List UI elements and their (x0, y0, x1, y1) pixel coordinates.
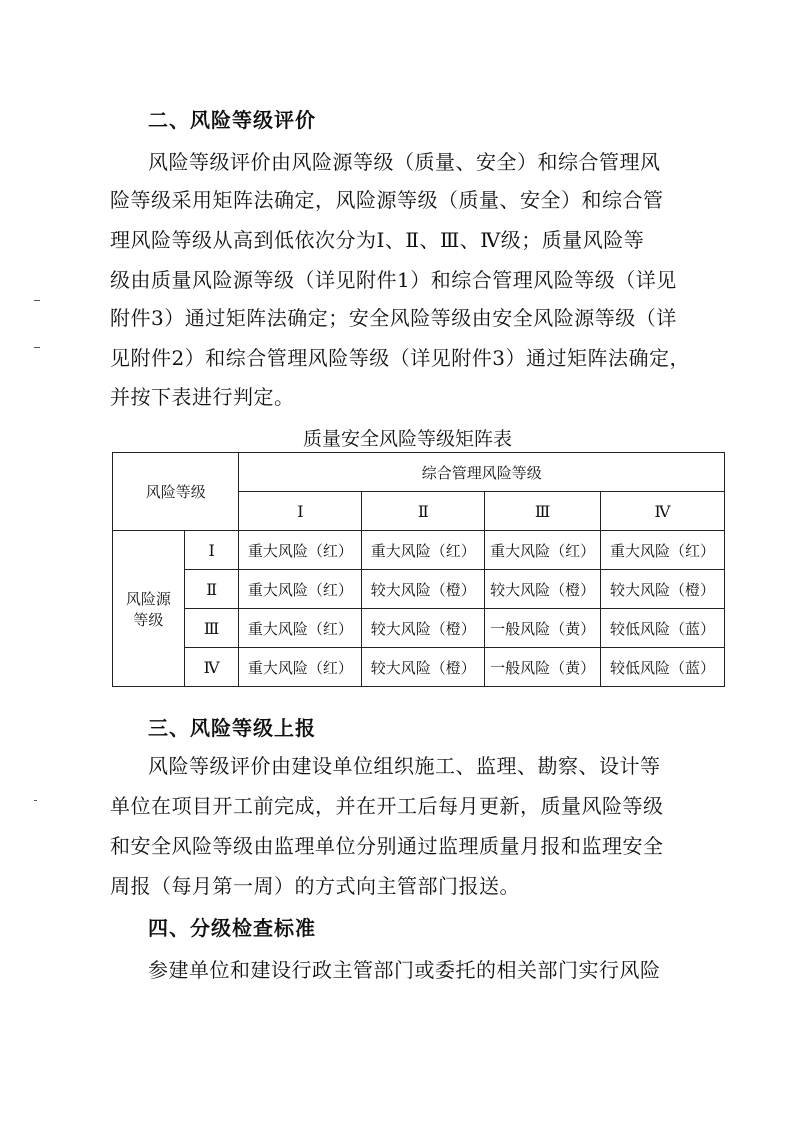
paragraph-line: 见附件2）和综合管理风险等级（详见附件3）通过矩阵法确定， (110, 346, 690, 370)
column-header: Ⅳ (601, 492, 725, 531)
table-cell: 重大风险（红） (362, 531, 485, 570)
table-cell: 重大风险（红） (239, 609, 362, 648)
row-group-label: 等级 (133, 610, 164, 629)
paragraph-line: 参建单位和建设行政主管部门或委托的相关部门实行风险 (148, 958, 661, 982)
table-row (113, 648, 725, 687)
column-header: Ⅰ (239, 492, 362, 531)
paragraph-line: 附件3）通过矩阵法确定；安全风险等级由安全风险源等级（详 (110, 306, 677, 330)
paragraph-line: 风险等级评价由风险源等级（质量、安全）和综合管理风 (148, 150, 661, 174)
table-caption: 质量安全风险等级矩阵表 (302, 428, 512, 450)
section-heading-risk-report: 三、风险等级上报 (148, 716, 316, 740)
table-cell: 重大风险（红） (601, 531, 725, 570)
table-cell: 较大风险（橙） (601, 570, 725, 609)
table-row (113, 570, 725, 609)
row-header: Ⅲ (184, 609, 239, 648)
section-heading-inspection: 四、分级检查标准 (148, 916, 316, 940)
table-cell: 较大风险（橙） (362, 609, 485, 648)
table-cell: 一般风险（黄） (485, 648, 601, 687)
scan-mark (34, 800, 37, 801)
risk-matrix-table (112, 452, 725, 687)
table-cell: 较大风险（橙） (485, 570, 601, 609)
scan-mark (34, 300, 40, 301)
row-header: Ⅰ (184, 531, 239, 570)
paragraph-line: 风险等级评价由建设单位组织施工、监理、勘察、设计等 (148, 754, 661, 778)
paragraph-line: 和安全风险等级由监理单位分别通过监理质量月报和监理安全 (110, 834, 664, 858)
column-header: Ⅱ (362, 492, 485, 531)
table-cell: 重大风险（红） (239, 648, 362, 687)
paragraph-line: 险等级采用矩阵法确定，风险源等级（质量、安全）和综合管 (110, 188, 664, 212)
table-row (113, 609, 725, 648)
paragraph-line: 单位在项目开工前完成，并在开工后每月更新，质量风险等级 (110, 794, 664, 818)
table-cell: 较低风险（蓝） (601, 648, 725, 687)
paragraph-line: 理风险等级从高到低依次分为Ⅰ、Ⅱ、Ⅲ、Ⅳ级；质量风险等 (110, 228, 645, 252)
row-group-label: 风险源 (125, 589, 171, 608)
table-cell: 重大风险（红） (239, 531, 362, 570)
row-group-header (113, 531, 185, 687)
scan-mark (34, 347, 40, 348)
paragraph-line: 周报（每月第一周）的方式向主管部门报送。 (110, 874, 520, 898)
table-cell: 较大风险（橙） (362, 570, 485, 609)
table-row (113, 531, 725, 570)
section-heading-risk-eval: 二、风险等级评价 (148, 108, 316, 132)
table-cell: 一般风险（黄） (485, 609, 601, 648)
table-cell: 较大风险（橙） (362, 648, 485, 687)
table-cell: 重大风险（红） (485, 531, 601, 570)
paragraph-line: 级由质量风险源等级（详见附件1）和综合管理风险等级（详见 (110, 268, 677, 292)
paragraph-line: 并按下表进行判定。 (110, 385, 295, 409)
table-corner-header: 风险等级 (113, 453, 239, 531)
row-header: Ⅱ (184, 570, 239, 609)
table-cell: 重大风险（红） (239, 570, 362, 609)
column-group-header: 综合管理风险等级 (239, 453, 725, 492)
column-header: Ⅲ (485, 492, 601, 531)
row-header: Ⅳ (184, 648, 239, 687)
table-cell: 较低风险（蓝） (601, 609, 725, 648)
